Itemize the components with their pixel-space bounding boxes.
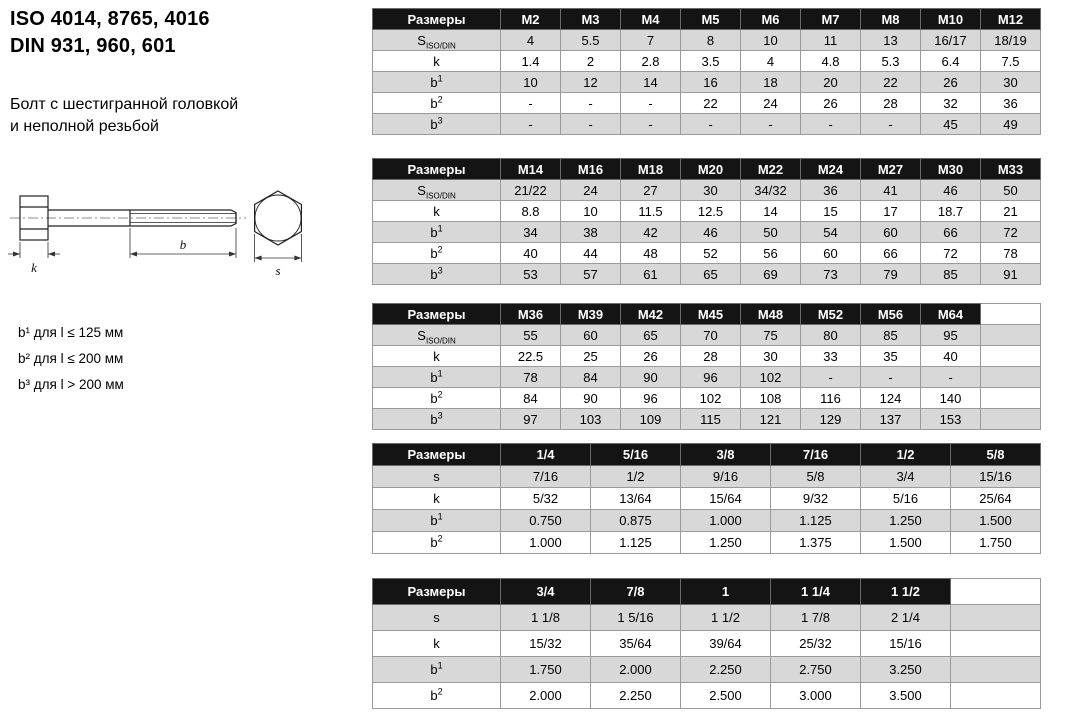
value-cell: 28 [681,346,741,367]
value-cell: 24 [561,180,621,201]
note-b2: b² для l ≤ 200 мм [18,351,124,366]
value-cell: 116 [801,388,861,409]
table-row [373,243,1041,264]
value-cell: 22 [861,72,921,93]
value-cell: 121 [741,409,801,430]
value-cell: 72 [981,222,1041,243]
value-cell: 54 [801,222,861,243]
table-row [373,388,1041,409]
dimension-table-1 [372,8,1040,135]
value-cell: 103 [561,409,621,430]
value-cell: - [741,114,801,135]
dim-label-s: s [275,263,281,278]
dimension-table-3 [372,303,1040,430]
value-cell: 91 [981,264,1041,285]
value-cell: 2.250 [591,683,681,709]
column-header-cell [981,304,1041,325]
value-cell: 102 [741,367,801,388]
column-header-cell [951,579,1041,605]
value-cell: 1.500 [951,510,1041,532]
column-header-cell: M45 [681,304,741,325]
value-cell: 75 [741,325,801,346]
value-cell: 52 [681,243,741,264]
value-cell: 36 [981,93,1041,114]
row-label-cell: $b^2$ [373,93,501,114]
value-cell: 21 [981,201,1041,222]
value-cell: 9/32 [771,488,861,510]
value-cell: 3/4 [861,466,951,488]
column-header-cell: M39 [561,304,621,325]
value-cell: 70 [681,325,741,346]
row-label-cell: $b^1$ [373,72,501,93]
column-header-cell: M36 [501,304,561,325]
value-cell: 60 [561,325,621,346]
column-header-cell: M4 [621,9,681,30]
value-cell [981,346,1041,367]
value-cell: - [681,114,741,135]
value-cell: - [501,93,561,114]
value-cell: 1.125 [771,510,861,532]
value-cell: 9/16 [681,466,771,488]
value-cell: 66 [921,222,981,243]
value-cell: 14 [621,72,681,93]
column-header-cell: M8 [861,9,921,30]
bolt-technical-drawing [6,188,316,300]
value-cell: 34/32 [741,180,801,201]
value-cell: 115 [681,409,741,430]
column-header-cell: M22 [741,159,801,180]
dimension-table-2 [372,158,1040,285]
value-cell: 3.500 [861,683,951,709]
bolt-hex-end-view [255,191,302,245]
table-row [373,631,1041,657]
row-label-cell: $b^2$ [373,683,501,709]
subtitle-line-1: Болт с шестигранной головкой [10,96,239,113]
value-cell: 34 [501,222,561,243]
column-header-cell: M30 [921,159,981,180]
value-cell: 8 [681,30,741,51]
value-cell: 109 [621,409,681,430]
row-label-cell: $b^1$ [373,367,501,388]
value-cell: 129 [801,409,861,430]
value-cell: - [801,367,861,388]
column-header-cell: 3/8 [681,444,771,466]
value-cell: 1.000 [501,532,591,554]
dim-label-k: k [31,260,37,275]
value-cell: 42 [621,222,681,243]
table-row [373,201,1041,222]
value-cell: 46 [681,222,741,243]
value-cell: 15/64 [681,488,771,510]
column-header-cell: M56 [861,304,921,325]
value-cell: 1.4 [501,51,561,72]
column-header-cell: M10 [921,9,981,30]
size-header-cell: Размеры [373,159,501,180]
value-cell: 2.000 [501,683,591,709]
value-cell: 80 [801,325,861,346]
value-cell [951,657,1041,683]
value-cell: 1 1/8 [501,605,591,631]
value-cell: - [801,114,861,135]
column-header-cell: M20 [681,159,741,180]
value-cell: 2 1/4 [861,605,951,631]
value-cell: 48 [621,243,681,264]
column-header-cell: 7/8 [591,579,681,605]
table-row [373,657,1041,683]
value-cell: 12 [561,72,621,93]
value-cell: 30 [981,72,1041,93]
value-cell: 5.3 [861,51,921,72]
value-cell: - [561,114,621,135]
size-header-cell: Размеры [373,444,501,466]
value-cell: 0.875 [591,510,681,532]
value-cell: 72 [921,243,981,264]
table-row [373,466,1041,488]
column-header-cell: 5/16 [591,444,681,466]
value-cell: - [621,114,681,135]
thread-length-notes [18,320,124,398]
row-label-cell: $S_{ISO/DIN}$ [373,180,501,201]
column-header-cell: 1/4 [501,444,591,466]
value-cell: 56 [741,243,801,264]
table-row [373,605,1041,631]
column-header-cell: M6 [741,9,801,30]
value-cell: 84 [561,367,621,388]
value-cell: 85 [861,325,921,346]
value-cell: 69 [741,264,801,285]
value-cell: 21/22 [501,180,561,201]
page-title [10,6,210,60]
value-cell: 13 [861,30,921,51]
value-cell: 38 [561,222,621,243]
value-cell: 26 [621,346,681,367]
value-cell [981,388,1041,409]
value-cell: 57 [561,264,621,285]
value-cell: - [621,93,681,114]
row-label-cell: k [373,51,501,72]
value-cell: 1.000 [681,510,771,532]
table-row [373,180,1041,201]
value-cell: 102 [681,388,741,409]
value-cell: 16 [681,72,741,93]
value-cell: 1 7/8 [771,605,861,631]
value-cell: 40 [501,243,561,264]
value-cell: 84 [501,388,561,409]
row-label-cell: $b^1$ [373,657,501,683]
value-cell: 18.7 [921,201,981,222]
table-row [373,72,1041,93]
value-cell: 50 [741,222,801,243]
row-label-cell: $b^1$ [373,510,501,532]
value-cell: 41 [861,180,921,201]
row-label-cell: $S_{ISO/DIN}$ [373,325,501,346]
value-cell: 85 [921,264,981,285]
value-cell: 65 [621,325,681,346]
value-cell: - [861,114,921,135]
value-cell: 18 [741,72,801,93]
value-cell: 15 [801,201,861,222]
table-row [373,510,1041,532]
table-row [373,93,1041,114]
column-header-cell: 1 [681,579,771,605]
value-cell: 1 1/2 [681,605,771,631]
dimension-arrows [13,252,301,261]
value-cell: 124 [861,388,921,409]
column-header-cell: M5 [681,9,741,30]
value-cell: 95 [921,325,981,346]
row-label-cell: s [373,605,501,631]
value-cell: 14 [741,201,801,222]
value-cell: 28 [861,93,921,114]
row-label-cell: $b^3$ [373,409,501,430]
value-cell: 22.5 [501,346,561,367]
column-header-cell: 7/16 [771,444,861,466]
value-cell: 73 [801,264,861,285]
value-cell: 25 [561,346,621,367]
value-cell: 26 [801,93,861,114]
value-cell: 3.250 [861,657,951,683]
value-cell: 5/16 [861,488,951,510]
table-row [373,222,1041,243]
value-cell: 17 [861,201,921,222]
title-iso: ISO 4014, 8765, 4016 [10,8,210,30]
value-cell: 11.5 [621,201,681,222]
dimension-table-5 [372,578,1040,709]
size-header-cell: Размеры [373,579,501,605]
column-header-cell: 5/8 [951,444,1041,466]
value-cell: 55 [501,325,561,346]
value-cell: 24 [741,93,801,114]
value-cell: 10 [561,201,621,222]
column-header-cell: M42 [621,304,681,325]
value-cell: 30 [741,346,801,367]
value-cell: 39/64 [681,631,771,657]
value-cell: 1.250 [681,532,771,554]
size-header-cell: Размеры [373,9,501,30]
value-cell: 16/17 [921,30,981,51]
value-cell: - [561,93,621,114]
column-header-cell: M2 [501,9,561,30]
row-label-cell: $b^3$ [373,114,501,135]
row-label-cell: $b^3$ [373,264,501,285]
value-cell: 60 [861,222,921,243]
column-header-cell: M7 [801,9,861,30]
value-cell: 30 [681,180,741,201]
value-cell: 78 [981,243,1041,264]
value-cell: 1 5/16 [591,605,681,631]
value-cell: 108 [741,388,801,409]
row-label-cell: $b^2$ [373,243,501,264]
value-cell: 5/8 [771,466,861,488]
value-cell: 1.750 [951,532,1041,554]
column-header-cell: M12 [981,9,1041,30]
value-cell: 53 [501,264,561,285]
value-cell [951,683,1041,709]
value-cell: 13/64 [591,488,681,510]
value-cell: 32 [921,93,981,114]
value-cell: 12.5 [681,201,741,222]
value-cell: 61 [621,264,681,285]
value-cell: 96 [681,367,741,388]
page-subtitle [10,94,238,138]
value-cell: 2.500 [681,683,771,709]
value-cell: 15/16 [951,466,1041,488]
table-row [373,367,1041,388]
value-cell: 1.125 [591,532,681,554]
value-cell: 50 [981,180,1041,201]
value-cell: 4 [501,30,561,51]
column-header-cell: M3 [561,9,621,30]
column-header-cell: M64 [921,304,981,325]
value-cell: 40 [921,346,981,367]
row-label-cell: $S_{ISO/DIN}$ [373,30,501,51]
value-cell: 25/32 [771,631,861,657]
value-cell: 36 [801,180,861,201]
value-cell: 15/32 [501,631,591,657]
value-cell: 7/16 [501,466,591,488]
note-b3: b³ для l > 200 мм [18,377,124,392]
value-cell: 60 [801,243,861,264]
table-row [373,51,1041,72]
value-cell: 96 [621,388,681,409]
value-cell: 25/64 [951,488,1041,510]
value-cell: 2.000 [591,657,681,683]
column-header-cell: M48 [741,304,801,325]
column-header-cell: M18 [621,159,681,180]
table-row [373,325,1041,346]
value-cell: 10 [741,30,801,51]
value-cell: 2 [561,51,621,72]
row-label-cell: k [373,346,501,367]
value-cell [981,367,1041,388]
value-cell: 22 [681,93,741,114]
column-header-cell: 1 1/2 [861,579,951,605]
note-b1: b¹ для l ≤ 125 мм [18,325,124,340]
value-cell: - [921,367,981,388]
column-header-cell: M14 [501,159,561,180]
column-header-cell: M52 [801,304,861,325]
value-cell: 27 [621,180,681,201]
column-header-cell: M27 [861,159,921,180]
value-cell: 90 [561,388,621,409]
table-row [373,488,1041,510]
value-cell: 1.375 [771,532,861,554]
value-cell: - [861,367,921,388]
value-cell: 5.5 [561,30,621,51]
column-header-cell: 1 1/4 [771,579,861,605]
value-cell: 44 [561,243,621,264]
value-cell [951,605,1041,631]
value-cell: 49 [981,114,1041,135]
value-cell: 140 [921,388,981,409]
row-label-cell: $b^2$ [373,532,501,554]
value-cell: - [501,114,561,135]
value-cell: 2.250 [681,657,771,683]
value-cell: 3.000 [771,683,861,709]
table-row [373,264,1041,285]
row-label-cell: $b^2$ [373,388,501,409]
value-cell: 66 [861,243,921,264]
column-header-cell: 1/2 [861,444,951,466]
value-cell: 18/19 [981,30,1041,51]
value-cell: 35/64 [591,631,681,657]
table-row [373,114,1041,135]
row-label-cell: k [373,631,501,657]
value-cell: 2.750 [771,657,861,683]
table-row [373,683,1041,709]
dim-label-b: b [179,237,187,252]
table-row [373,409,1041,430]
subtitle-line-2: и неполной резьбой [10,118,159,135]
value-cell: 6.4 [921,51,981,72]
value-cell: 153 [921,409,981,430]
value-cell: 1.500 [861,532,951,554]
value-cell [951,631,1041,657]
value-cell [981,409,1041,430]
value-cell: 3.5 [681,51,741,72]
size-header-cell: Размеры [373,304,501,325]
value-cell: 26 [921,72,981,93]
value-cell: 15/16 [861,631,951,657]
value-cell: 20 [801,72,861,93]
title-din: DIN 931, 960, 601 [10,35,176,57]
value-cell: 7 [621,30,681,51]
value-cell: 79 [861,264,921,285]
value-cell: 7.5 [981,51,1041,72]
value-cell: 90 [621,367,681,388]
row-label-cell: s [373,466,501,488]
value-cell: 1.750 [501,657,591,683]
value-cell: 11 [801,30,861,51]
row-label-cell: $b^1$ [373,222,501,243]
value-cell: 5/32 [501,488,591,510]
value-cell: 4 [741,51,801,72]
column-header-cell: M33 [981,159,1041,180]
value-cell: 1.250 [861,510,951,532]
dimension-table-4 [372,443,1040,554]
value-cell: 35 [861,346,921,367]
value-cell: 137 [861,409,921,430]
row-label-cell: k [373,201,501,222]
value-cell: 10 [501,72,561,93]
table-row [373,532,1041,554]
value-cell: 65 [681,264,741,285]
value-cell: 0.750 [501,510,591,532]
value-cell: 8.8 [501,201,561,222]
value-cell: 1/2 [591,466,681,488]
row-label-cell: k [373,488,501,510]
column-header-cell: 3/4 [501,579,591,605]
value-cell [981,325,1041,346]
value-cell: 78 [501,367,561,388]
value-cell: 4.8 [801,51,861,72]
column-header-cell: M24 [801,159,861,180]
table-row [373,346,1041,367]
value-cell: 46 [921,180,981,201]
value-cell: 33 [801,346,861,367]
value-cell: 45 [921,114,981,135]
table-row [373,30,1041,51]
value-cell: 2.8 [621,51,681,72]
value-cell: 97 [501,409,561,430]
column-header-cell: M16 [561,159,621,180]
